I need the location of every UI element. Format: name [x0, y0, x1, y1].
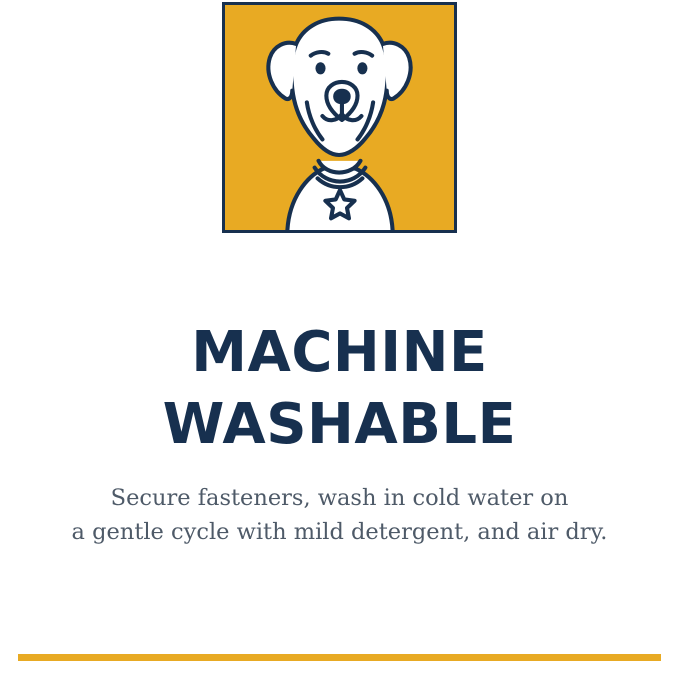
- dog-badge: [222, 2, 457, 233]
- description-line-2: a gentle cycle with mild detergent, and air dry.: [71, 518, 608, 545]
- dog-head-icon: [225, 5, 454, 230]
- headline-line-2: WASHABLE: [162, 391, 517, 457]
- page-title: [0, 317, 679, 460]
- description-text: [0, 482, 679, 549]
- bottom-accent-rule: [18, 654, 661, 661]
- headline-line-1: MACHINE: [191, 320, 488, 385]
- description-line-1: Secure fasteners, wash in cold water on: [110, 485, 569, 512]
